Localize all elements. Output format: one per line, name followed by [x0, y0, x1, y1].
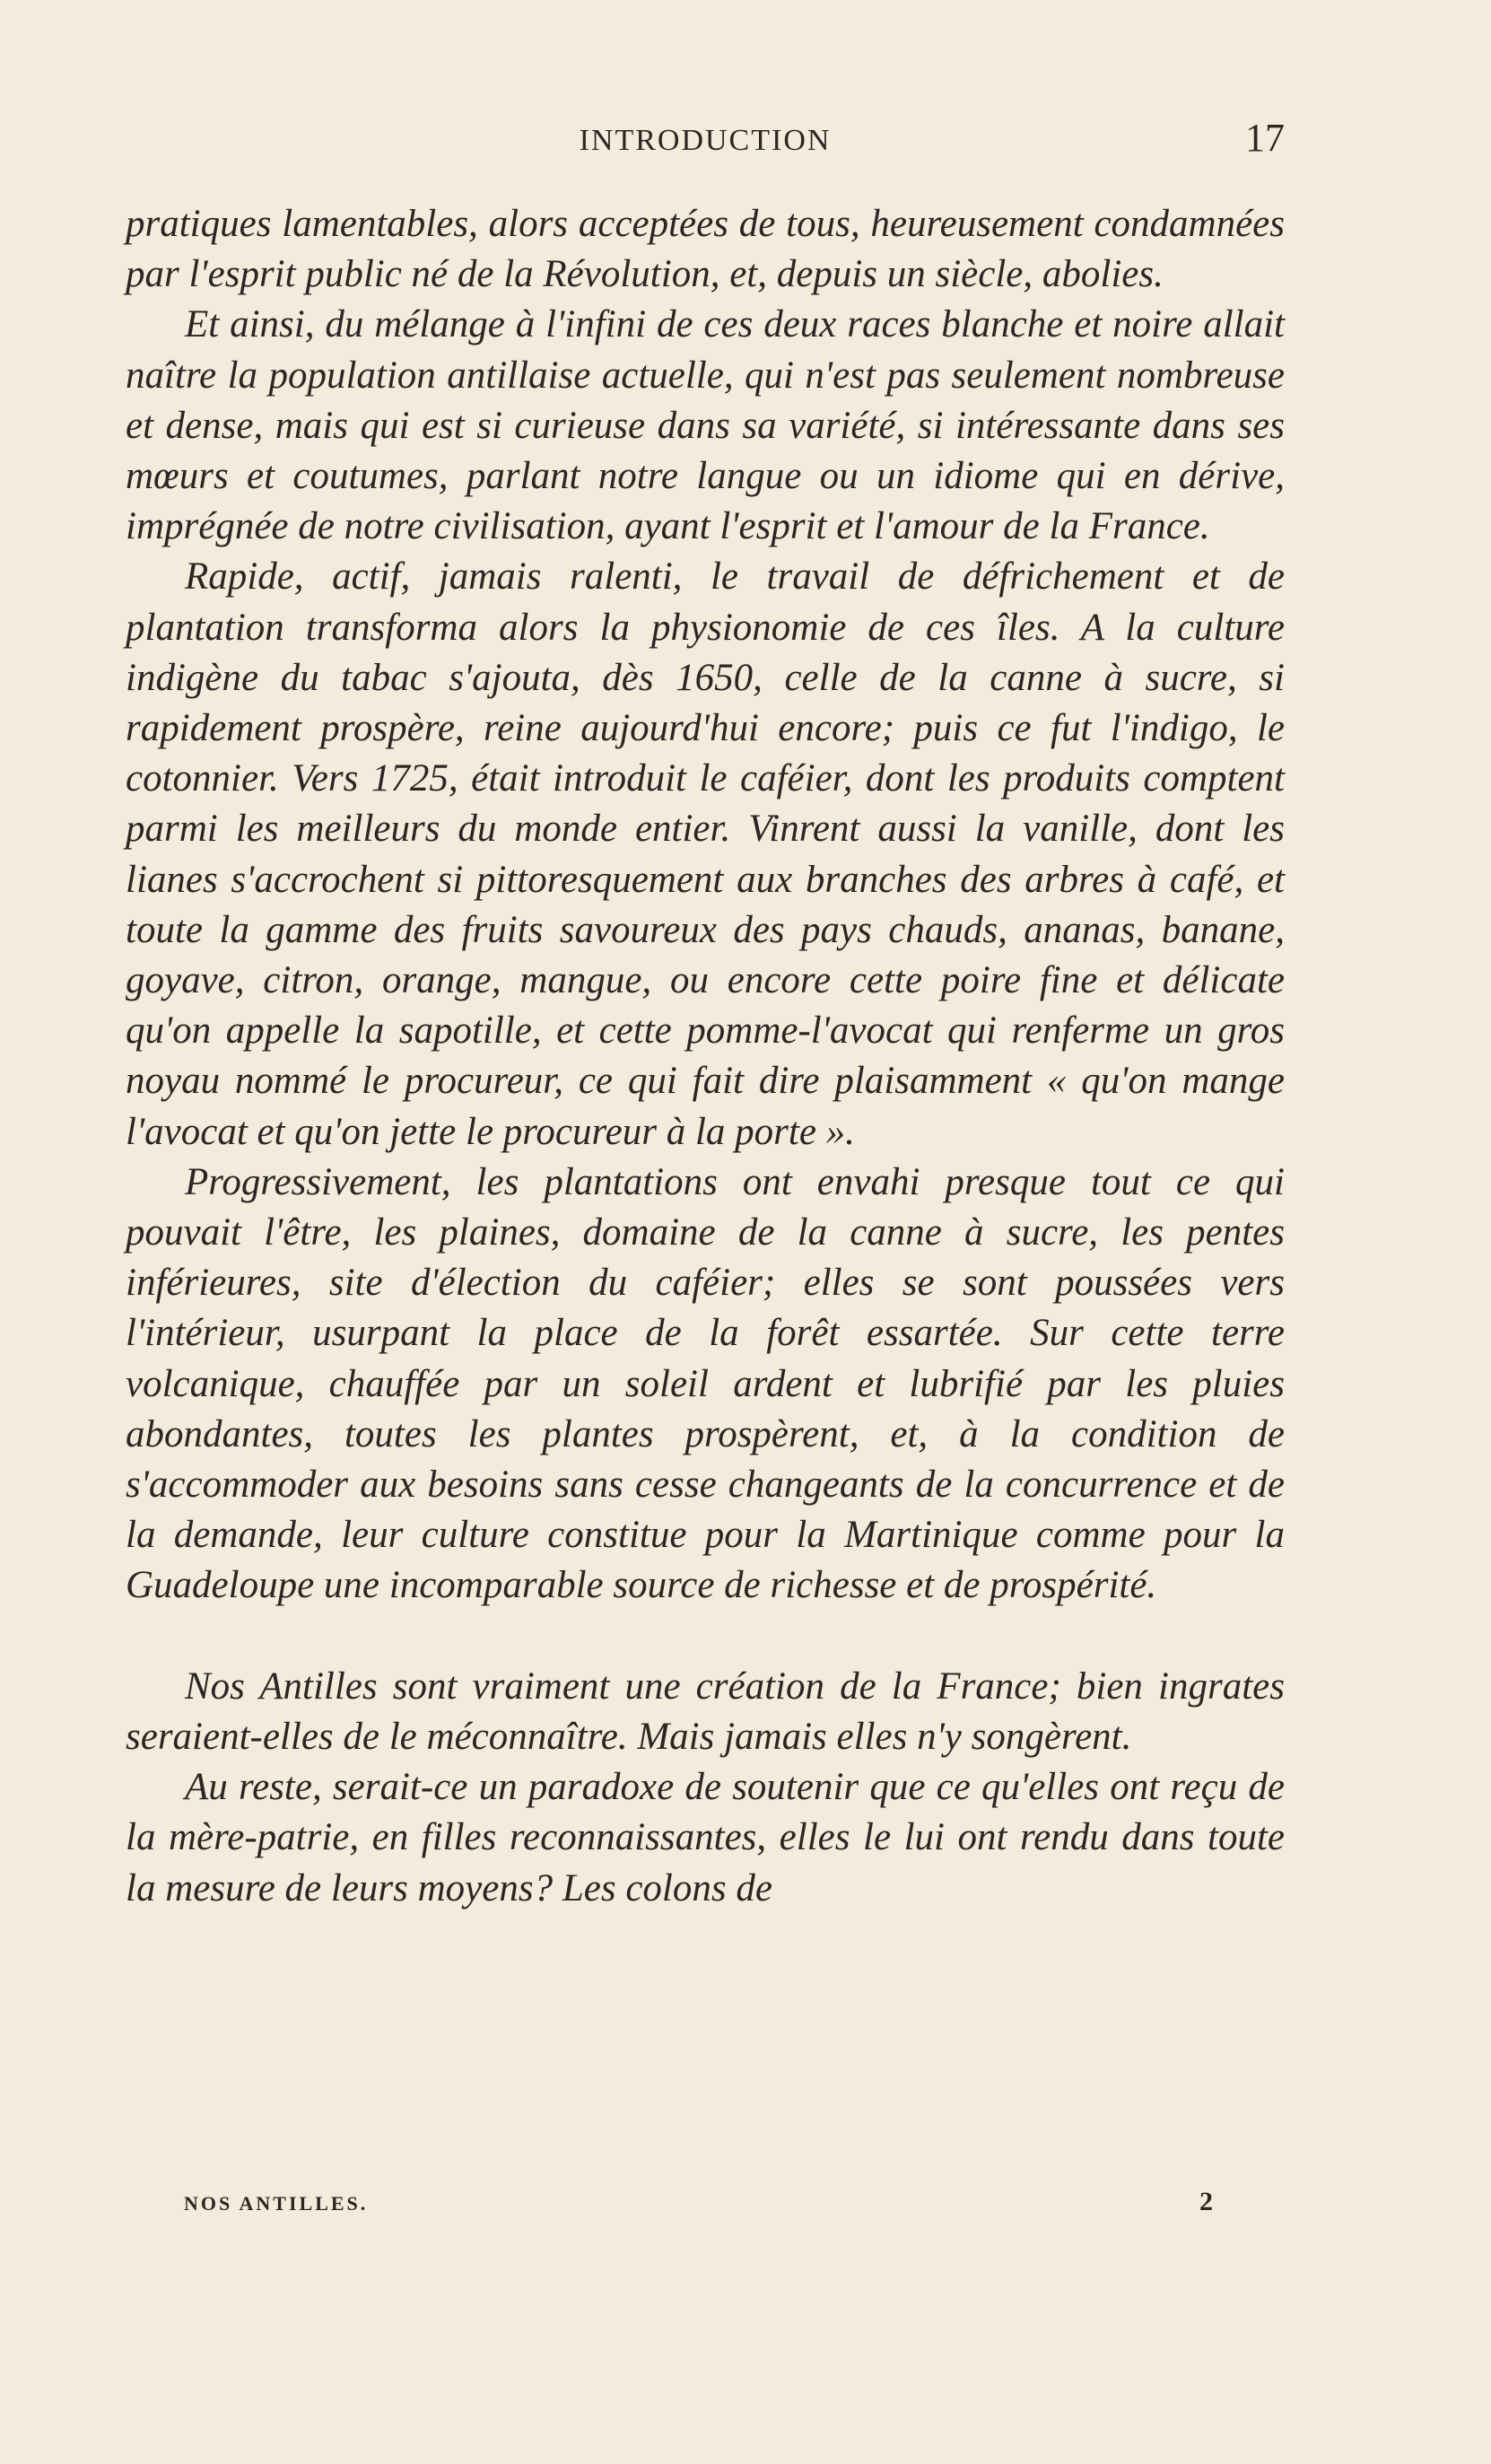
- paragraph-3: Rapide, actif, jamais ralenti, le travail de défrichement et de plantation transforma alors la physionomie de ces îles. A la culture indigène du tabac s'ajouta, dès 1650, celle de la canne à sucre, si rapidement prospère, reine aujourd'hui encore; puis ce fut l'indigo, le cotonnier. Vers 1725, était introduit le caféier, dont les produits comptent parmi les meilleurs du monde entier. Vinrent aussi la vanille, dont les lianes s'accrochent si pittoresquement aux branches des arbres à café, et toute la gamme des fruits savoureux des pays chauds, ananas, banane, goyave, citron, orange, mangue, ou encore cette poire fine et délicate qu'on appelle la sapotille, et cette pomme-l'avocat qui renferme un gros noyau nommé le procureur, ce qui fait dire plaisamment « qu'on mange l'avocat et qu'on jette le procureur à la porte ».: [126, 555, 1285, 1153]
- paragraph-2: Et ainsi, du mélange à l'infini de ces deux races blanche et noire allait naître la population antillaise actuelle, qui n'est pas seulement nombreuse et dense, mais qui est si curieuse dans sa variété, si intéressante dans ses mœurs et coutumes, parlant notre langue ou un idiome qui en dérive, imprégnée de notre civilisation, ayant l'esprit et l'amour de la France.: [126, 303, 1285, 548]
- page-number: 17: [1245, 116, 1285, 160]
- paragraph-4: Progressivement, les plantations ont envahi presque tout ce qui pouvait l'être, les plaines, domaine de la canne à sucre, les pentes inférieures, site d'élection du caféier; elles se sont poussées vers l'intérieur, usurpant la place de la forêt essartée. Sur cette terre volcanique, chauffée par un soleil ardent et lubrifié par les pluies abondantes, toutes les plantes prospèrent, et, à la condition de s'accommoder aux besoins sans cesse changeants de la concurrence et de la demande, leur culture constitue pour la Martinique comme pour la Guadeloupe une incomparable source de richesse et de prospérité.: [126, 1160, 1285, 1607]
- body-text: [126, 199, 1285, 1914]
- running-head: [126, 115, 1285, 169]
- paragraph-1: pratiques lamentables, alors acceptées de tous, heureusement condamnées par l'esprit public né de la Révolution, et, depuis un siècle, abolies.: [126, 203, 1285, 296]
- paragraph-6: Au reste, serait-ce un paradoxe de soutenir que ce qu'elles ont reçu de la mère-patrie, en filles reconnaissantes, elles le lui ont rendu dans toute la mesure de leurs moyens? Les colons de: [126, 1766, 1285, 1909]
- running-title: INTRODUCTION: [579, 124, 832, 157]
- signature-mark: NOS ANTILLES.: [184, 2192, 369, 2215]
- page-footer: [184, 2187, 1213, 2228]
- paragraph-5: Nos Antilles sont vraiment une création de la France; bien ingrates seraient-elles de le méconnaître. Mais jamais elles n'y songèrent.: [126, 1665, 1285, 1758]
- signature-number: 2: [1199, 2187, 1213, 2216]
